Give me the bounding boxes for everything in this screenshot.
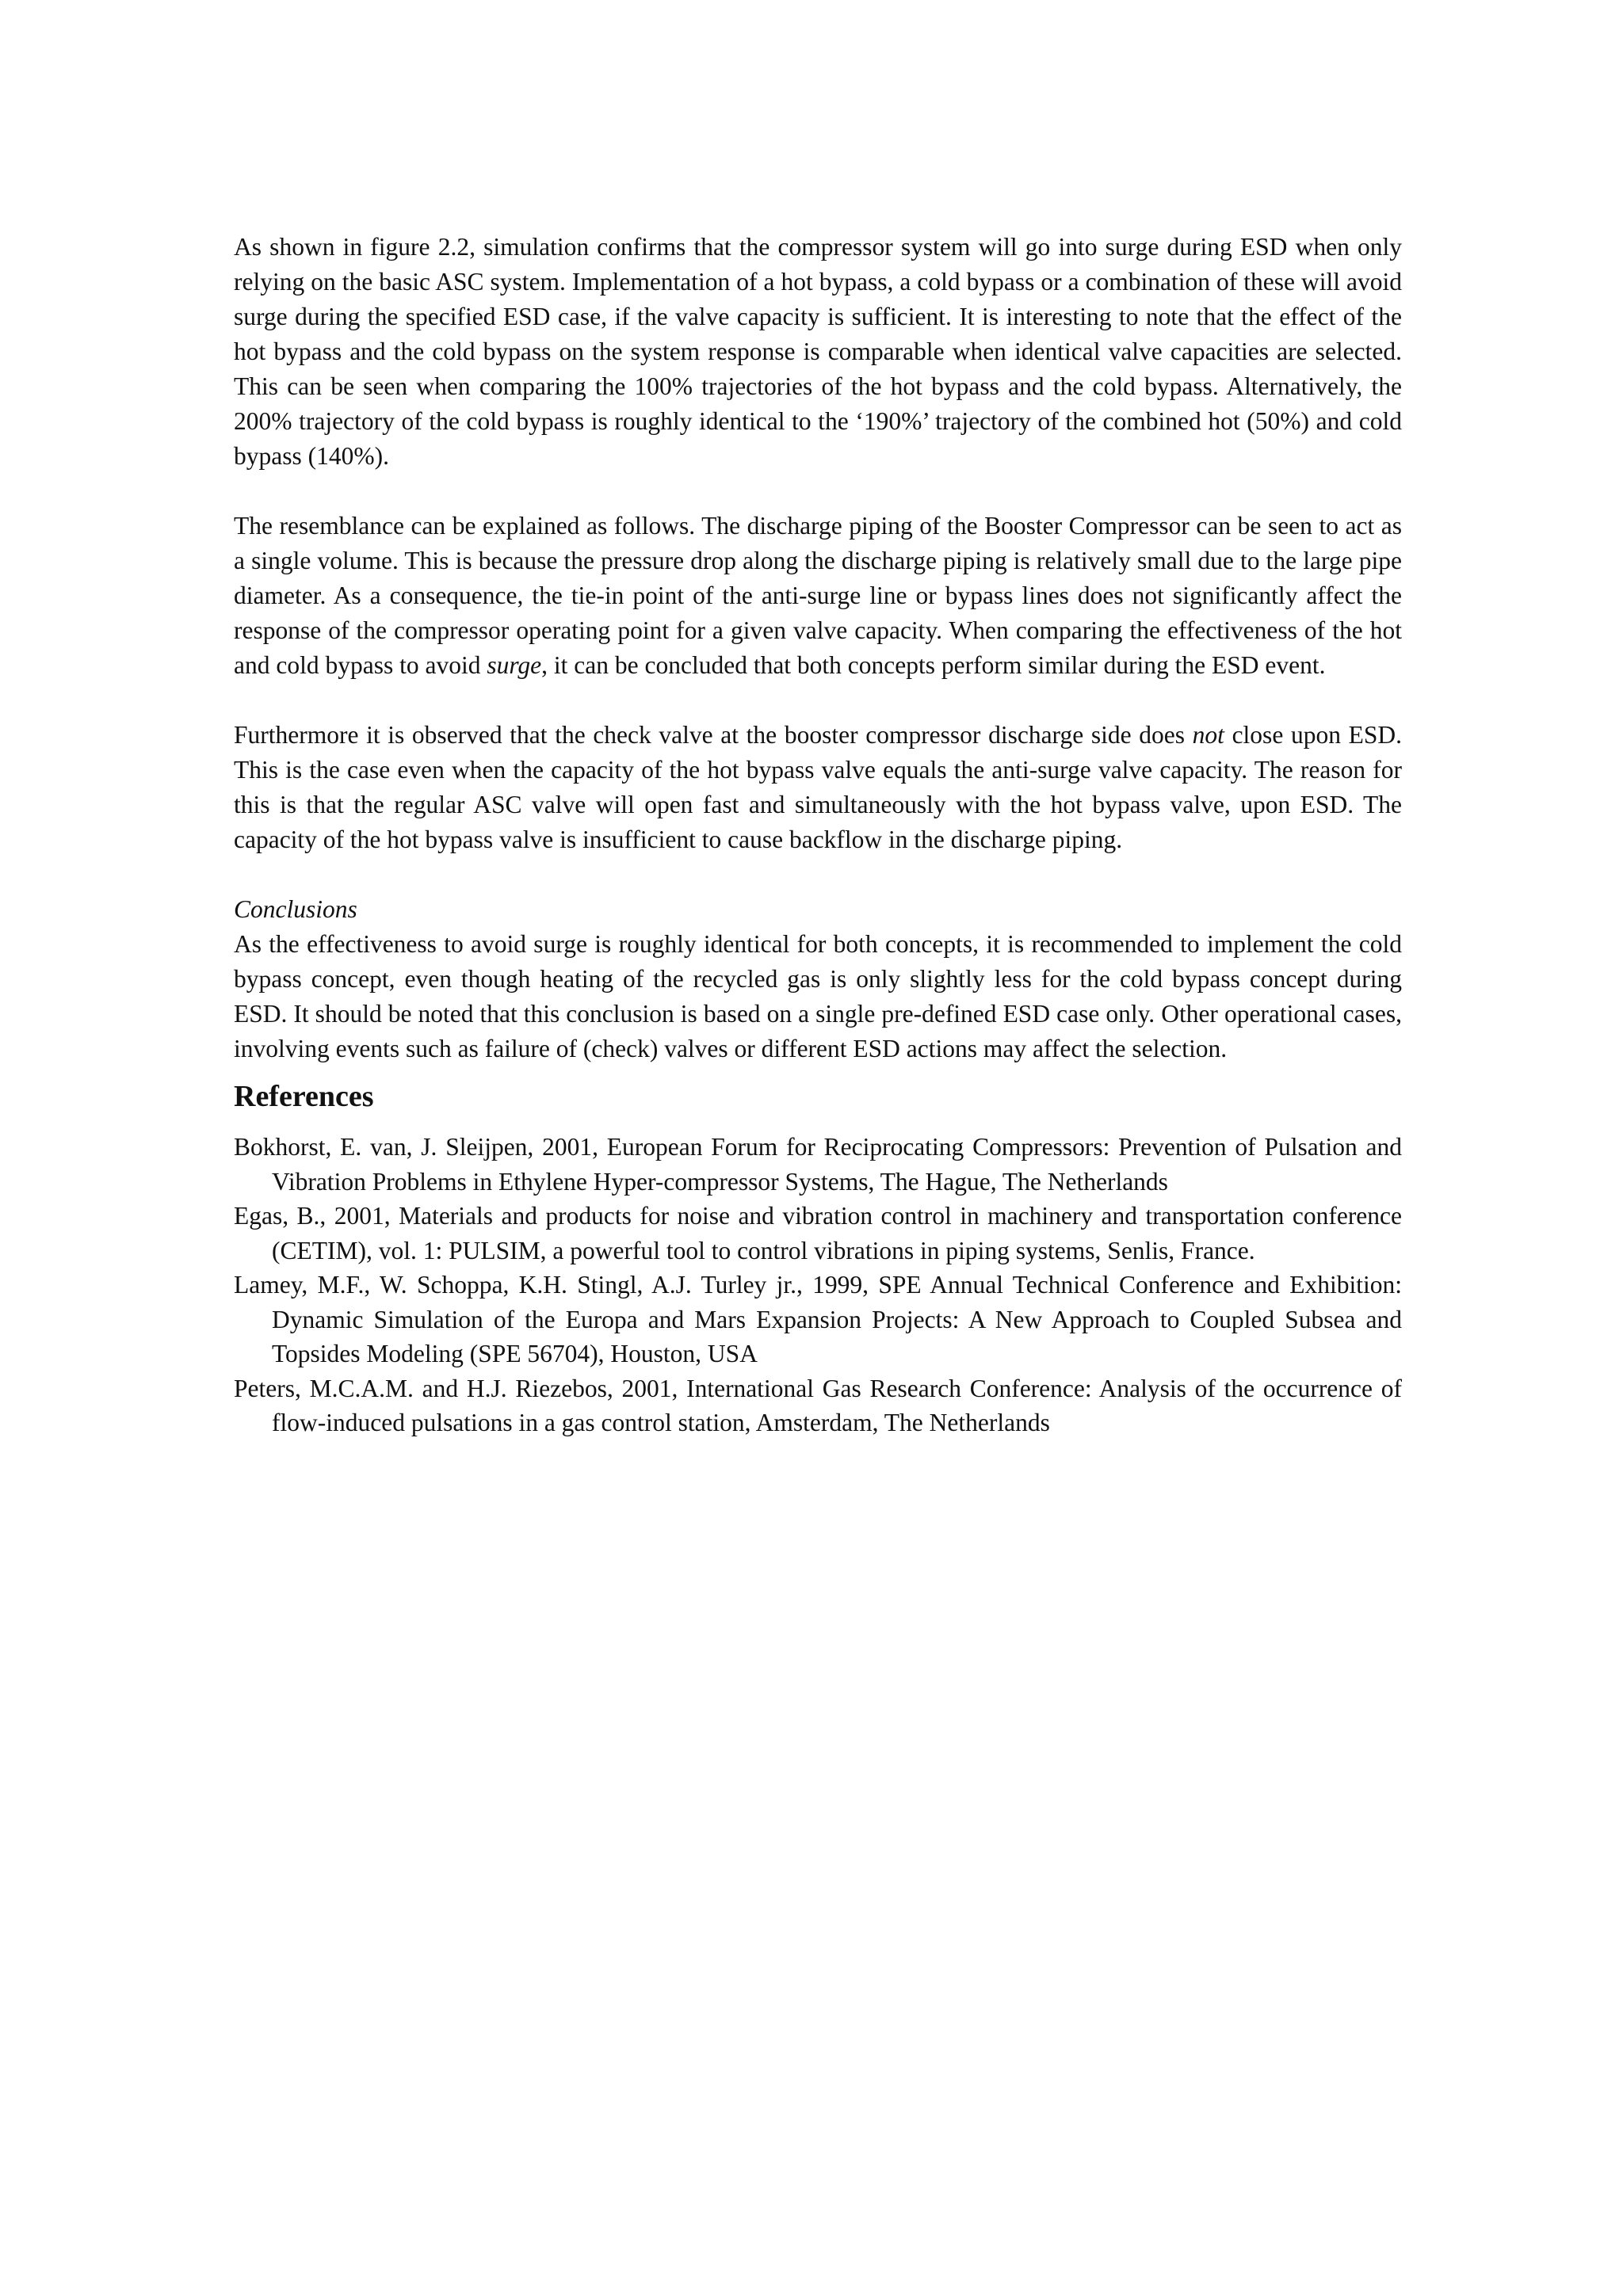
references-heading: References bbox=[234, 1080, 374, 1113]
references-list bbox=[234, 1130, 1402, 1440]
conclusions-section bbox=[234, 892, 1402, 1066]
document-page bbox=[234, 230, 1402, 1440]
reference-item: Bokhorst, E. van, J. Sleijpen, 2001, European Forum for Reciprocating Compressors: Prevention of Pulsation and Vibration Problems in Ethylene Hyper-compressor Systems, The Hague, The Netherlands bbox=[234, 1133, 1402, 1196]
paragraph-check-valve bbox=[234, 718, 1402, 857]
paragraph-text: close upon ESD. This is the case even when the capacity of the hot bypass valve equals the anti-surge valve capacity. The reason for this is that the regular ASC valve will open fast and simultaneously with the hot bypass valve, upon ESD. The capacity of the hot bypass valve is insufficient to cause backflow in the discharge piping. bbox=[234, 721, 1402, 853]
paragraph-simulation-results: As shown in figure 2.2, simulation confirms that the compressor system will go into surge during ESD when only relying on the basic ASC system. Implementation of a hot bypass, a cold bypass or a combination of these will avoid surge during the specified ESD case, if the valve capacity is sufficient. It is interesting to note that the effect of the hot bypass and the cold bypass on the system response is comparable when identical valve capacities are selected. This can be seen when comparing the 100% trajectories of the hot bypass and the cold bypass. Alternatively, the 200% trajectory of the cold bypass is roughly identical to the ‘190%’ trajectory of the combined hot (50%) and cold bypass (140%). bbox=[234, 233, 1402, 470]
reference-item: Peters, M.C.A.M. and H.J. Riezebos, 2001, International Gas Research Conference: Analysis of the occurrence of flow-induced pulsations in a gas control station, Amsterdam, The Netherlands bbox=[234, 1374, 1402, 1436]
conclusions-heading: Conclusions bbox=[234, 895, 357, 923]
paragraph-text: The resemblance can be explained as follows. The discharge piping of the Booster Compressor can be seen to act as a single volume. This is because the pressure drop along the discharge piping is relatively small due to the large pipe diameter. As a consequence, the tie-in point of the anti-surge line or bypass lines does not significantly affect the response of the compressor operating point for a given valve capacity. When comparing the effectiveness of the hot and cold bypass to avoid bbox=[234, 512, 1402, 679]
paragraph-text: , it can be concluded that both concepts perform similar during the ESD event. bbox=[541, 651, 1326, 679]
paragraph-resemblance bbox=[234, 509, 1402, 683]
emphasis-not: not bbox=[1192, 721, 1224, 749]
conclusions-text: As the effectiveness to avoid surge is roughly identical for both concepts, it is recommended to implement the cold bypass concept, even though heating of the recycled gas is only slightly less for the cold bypass concept during ESD. It should be noted that this conclusion is based on a single pre-defined ESD case only. Other operational cases, involving events such as failure of (check) valves or different ESD actions may affect the selection. bbox=[234, 930, 1402, 1062]
reference-item: Egas, B., 2001, Materials and products for noise and vibration control in machinery and transportation conference (CETIM), vol. 1: PULSIM, a powerful tool to control vibrations in piping systems, Senlis, France. bbox=[234, 1202, 1402, 1264]
paragraph-text: Furthermore it is observed that the check valve at the booster compressor discharge side does bbox=[234, 721, 1193, 749]
references-section bbox=[234, 1077, 1402, 1440]
emphasis-surge: surge bbox=[487, 651, 542, 679]
reference-item: Lamey, M.F., W. Schoppa, K.H. Stingl, A.J. Turley jr., 1999, SPE Annual Technical Conference and Exhibition: Dynamic Simulation of the Europa and Mars Expansion Projects: A New Approach to Coupled Subsea and Topsides Modeling (SPE 56704), Houston, USA bbox=[234, 1271, 1402, 1367]
